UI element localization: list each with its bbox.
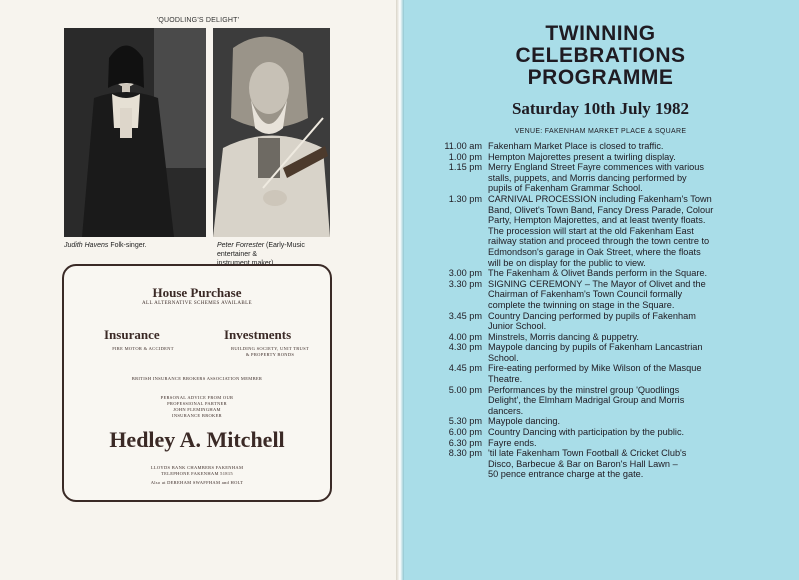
- investments-sub-2: & PROPERTY BONDS: [245, 352, 295, 357]
- schedule-item: [434, 363, 774, 384]
- schedule-time: 3.00 pm: [448, 268, 482, 279]
- schedule-event-line: Fakenham Market Place is closed to traffic.: [488, 141, 664, 151]
- schedule-time: 5.00 pm: [448, 384, 482, 395]
- schedule-event-line: Country Dancing with participation by the public.: [488, 427, 685, 438]
- venue-text: VENUE: FAKENHAM MARKET PLACE & SQUARE: [514, 128, 687, 135]
- schedule-event: [488, 363, 774, 384]
- caption-name: Judith Havens: [64, 242, 109, 249]
- insurance-sub: FIRE MOTOR & ACCIDENT: [112, 346, 174, 351]
- schedule-event: [488, 162, 774, 194]
- schedule-event-line: Hempton Majorettes present a twirling display.: [488, 151, 676, 162]
- schedule-event: [488, 332, 774, 343]
- schedule-item: [434, 141, 774, 152]
- schedule-event: [488, 427, 774, 438]
- schedule-item: [434, 279, 774, 311]
- folk-singer-image: [64, 28, 206, 237]
- schedule-event-line: Chairman of Fakenham's Town Council formally: [488, 289, 683, 300]
- schedule-time: 4.45 pm: [448, 363, 482, 374]
- schedule-event-line: Performances by the minstrel group 'Quodlings: [488, 384, 680, 395]
- schedule-event: [488, 416, 774, 427]
- schedule-item: [434, 342, 774, 363]
- schedule-event-line: Theatre.: [488, 374, 523, 385]
- caption-text: (Early-Music entertainer &: [217, 242, 305, 258]
- address-line-3: Also at DEREHAM SWAFFHAM and HOLT: [150, 480, 244, 485]
- insurance-heading: Insurance: [104, 327, 160, 342]
- schedule-event-line: Fayre ends.: [488, 437, 537, 448]
- schedule-event-line: SIGNING CEREMONY – The Mayor of Olivet and the: [488, 278, 706, 289]
- schedule-time: 4.30 pm: [448, 342, 482, 353]
- schedule-event-line: Country Dancing performed by pupils of Fakenham: [488, 310, 696, 321]
- address-text: [64, 465, 330, 486]
- schedule-event-line: Junior School.: [488, 321, 547, 332]
- musician-image: [213, 28, 330, 237]
- photo-judith-havens: [64, 28, 206, 237]
- schedule-event-line: Minstrels, Morris dancing & puppetry.: [488, 331, 639, 342]
- schedule-event-line: will be on display for the public to view.: [488, 257, 646, 268]
- photo-caption-1: [64, 241, 209, 250]
- schedule-event-line: Merry England Street Fayre commences with various: [488, 162, 704, 173]
- advice-line-1: PERSONAL ADVICE FROM OUR: [160, 395, 234, 400]
- advert-title: House Purchase: [152, 285, 242, 300]
- schedule-time: 1.15 pm: [448, 162, 482, 173]
- schedule-item: [434, 332, 774, 343]
- schedule-item: [434, 427, 774, 438]
- schedule-time: 6.30 pm: [448, 437, 482, 448]
- schedule-event-line: complete the twinning on stage in the Square.: [488, 299, 675, 310]
- investments-sub: [230, 346, 310, 358]
- schedule-event: [488, 194, 774, 268]
- schedule-event: [488, 141, 774, 152]
- schedule-event-line: Party, Hempton Majorettes, and at least twenty floats.: [488, 215, 706, 226]
- schedule-event-line: Edmondson's garage in Oak Street, where the floats: [488, 246, 701, 257]
- schedule-event: [488, 448, 774, 480]
- schedule-event-line: 50 pence entrance charge at the gate.: [488, 469, 644, 480]
- schedule-event-line: stalls, puppets, and Morris dancing performed by: [488, 172, 687, 183]
- title-line-1: TWINNING: [545, 22, 656, 45]
- schedule-item: [434, 268, 774, 279]
- schedule-time: 3.30 pm: [448, 278, 482, 289]
- address-line-1: LLOYDS BANK CHAMBERS FAKENHAM: [150, 465, 244, 470]
- broker-name: Hedley A. Mitchell: [109, 427, 285, 452]
- schedule-event-line: The Fakenham & Olivet Bands perform in the Square.: [488, 268, 708, 279]
- schedule-event-line: Maypole dancing.: [488, 416, 561, 427]
- schedule-event-line: CARNIVAL PROCESSION including Fakenham's Town: [488, 193, 712, 204]
- advice-line-4: INSURANCE BROKER: [172, 413, 222, 418]
- schedule-event-line: Maypole dancing by pupils of Fakenham Lancastrian: [488, 342, 703, 353]
- schedule-event: [488, 342, 774, 363]
- caption-name: Peter Forrester: [217, 242, 265, 249]
- advice-line-3: JOHN FLEMINGHAM: [173, 407, 221, 412]
- schedule-event-line: pupils of Fakenham Grammar School.: [488, 183, 643, 194]
- schedule-list: [434, 141, 774, 480]
- address-line-2: TELEPHONE FAKENHAM 51815: [161, 471, 233, 476]
- advert-subtitle: ALL ALTERNATIVE SCHEMES AVAILABLE: [141, 301, 252, 306]
- photo-heading: 'QUODLING'S DELIGHT': [156, 17, 240, 24]
- title-line-2: CELEBRATIONS: [515, 44, 686, 67]
- investments-heading: Investments: [224, 327, 292, 342]
- schedule-event: [488, 311, 774, 332]
- schedule-item: [434, 152, 774, 163]
- schedule-time: 1.00 pm: [448, 151, 482, 162]
- schedule-event: [488, 438, 774, 449]
- advice-line-2: PROFESSIONAL PARTNER: [167, 401, 227, 406]
- schedule-event: [488, 152, 774, 163]
- schedule-event-line: School.: [488, 352, 519, 363]
- schedule-event-line: The procession will start at the old Fakenham East: [488, 225, 694, 236]
- advice-text: [64, 395, 330, 419]
- schedule-time: 1.30 pm: [448, 193, 482, 204]
- schedule-item: [434, 194, 774, 268]
- event-date: Saturday 10th July 1982: [511, 99, 690, 118]
- investments-sub-1: BUILDING SOCIETY, UNIT TRUST: [231, 346, 309, 351]
- schedule-event-line: Fire-eating performed by Mike Wilson of the Masque: [488, 363, 702, 374]
- schedule-event: [488, 385, 774, 417]
- schedule-event: [488, 268, 774, 279]
- schedule-time: 3.45 pm: [448, 310, 482, 321]
- schedule-item: [434, 385, 774, 417]
- caption-text: Folk-singer.: [110, 242, 147, 249]
- title-line-3: PROGRAMME: [527, 66, 674, 89]
- member-text: BRITISH INSURANCE BROKERS ASSOCIATION MEMBER: [131, 376, 263, 381]
- schedule-item: [434, 311, 774, 332]
- schedule-event-line: dancers.: [488, 405, 524, 416]
- schedule-event-line: Band, Olivet's Town Band, Fancy Dress Parade, Colour: [488, 204, 714, 215]
- schedule-time: 8.30 pm: [448, 448, 482, 459]
- schedule-time: 5.30 pm: [448, 416, 482, 427]
- schedule-time: 6.00 pm: [448, 427, 482, 438]
- schedule-item: [434, 162, 774, 194]
- photo-peter-forrester: [213, 28, 330, 237]
- schedule-item: [434, 416, 774, 427]
- schedule-event-line: railway station and proceed through the town centre to: [488, 236, 710, 247]
- schedule-time: 4.00 pm: [448, 331, 482, 342]
- schedule-event-line: Disco, Barbecue & Bar on Baron's Hall Lawn –: [488, 458, 678, 469]
- insurance-advert: [62, 264, 332, 502]
- programme-title: [402, 23, 799, 89]
- schedule-event: [488, 279, 774, 311]
- schedule-item: [434, 438, 774, 449]
- schedule-item: [434, 448, 774, 480]
- schedule-event-line: 'til late Fakenham Town Football & Cricket Club's: [488, 448, 687, 459]
- schedule-event-line: Delight', the Elmham Madrigal Group and Morris: [488, 395, 685, 406]
- schedule-time: 11.00 am: [444, 141, 482, 151]
